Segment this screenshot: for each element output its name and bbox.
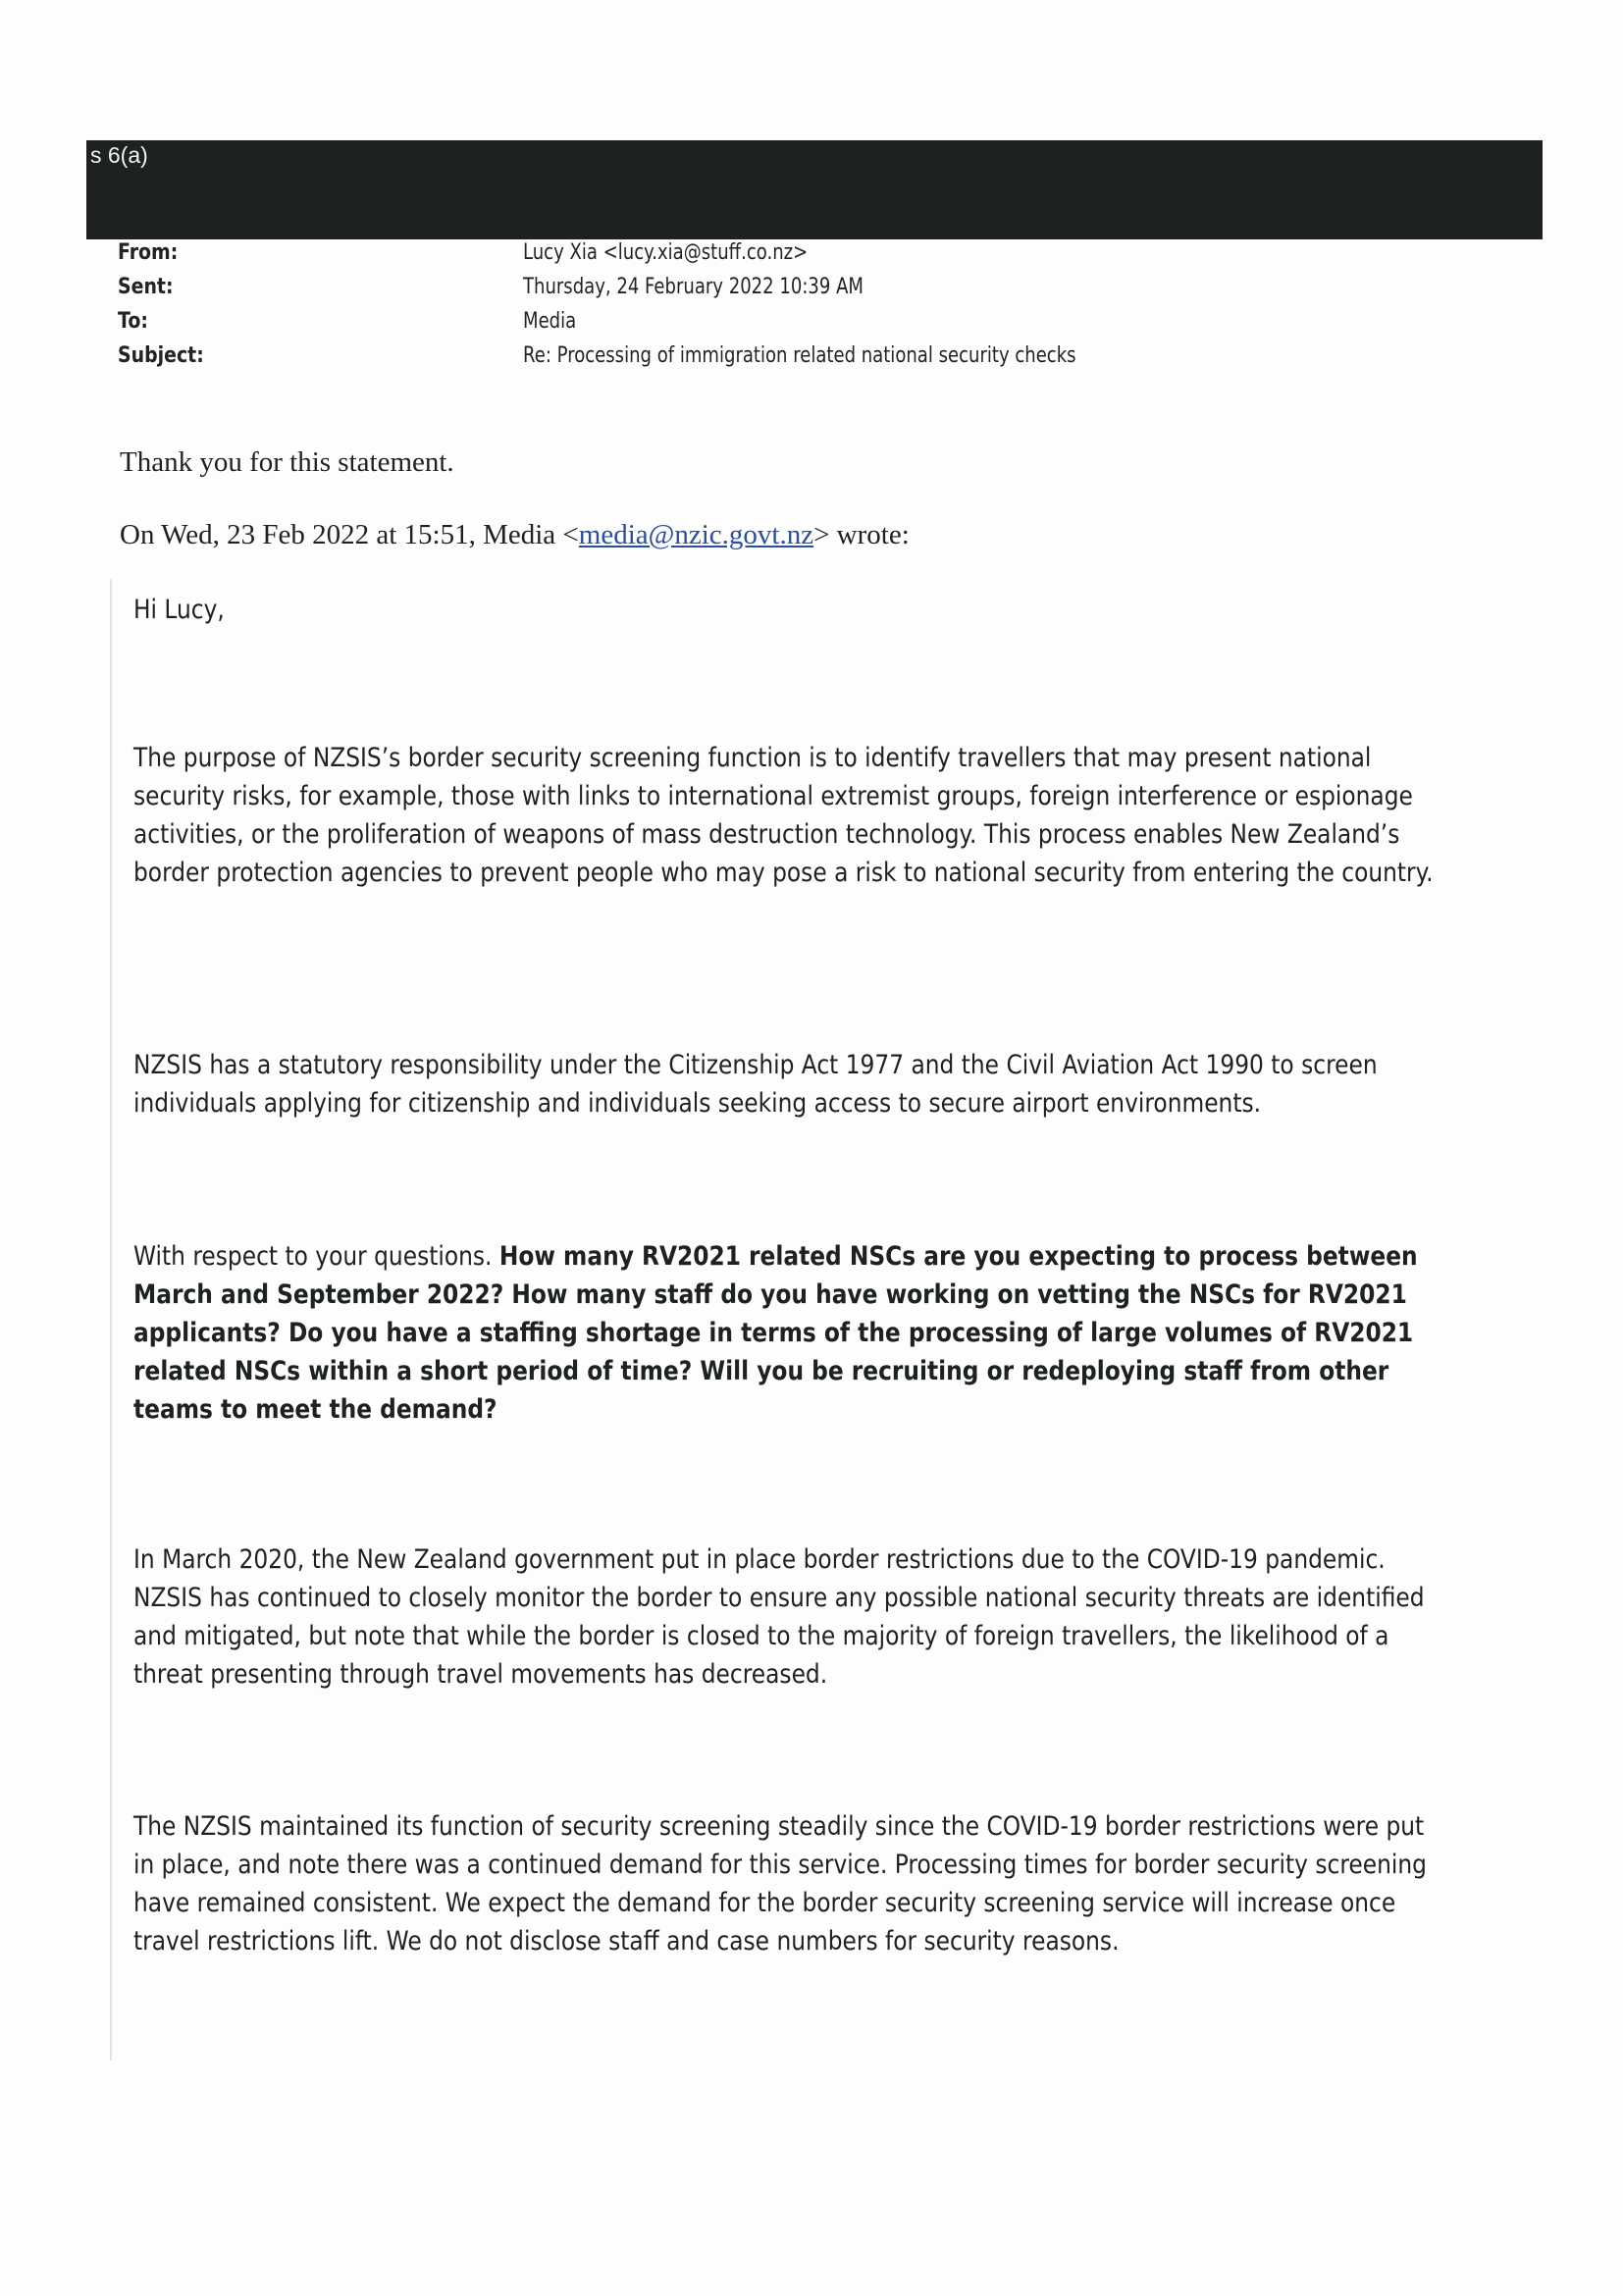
media-email-link[interactable]: media@nzic.govt.nz	[578, 519, 814, 550]
paragraph-covid: In March 2020, the New Zealand government put in place border restrictions due to the COVID-19 pandemic. NZSIS has continued to closely monitor the border to ensure any possible national security threats are identified and mitigated, but note that while the border is closed to the majority of foreign travellers, the likelihood of a threat presenting through travel movements has decreased.	[133, 1544, 1425, 1690]
sent-label: Sent:	[118, 275, 174, 299]
redaction-block	[86, 140, 1543, 239]
paragraph-screening: The NZSIS maintained its function of security screening steadily since the COVID-19 border restrictions were put in place, and note there was a continued demand for this service. Processing times for border security screening have remained consistent. We expect the demand for the border security screening service will increase once travel restrictions lift. We do not disclose staff and case numbers for security reasons.	[133, 1811, 1427, 1957]
redaction-code: s 6(a)	[90, 142, 148, 168]
paragraph-questions	[133, 1237, 1446, 1429]
quote-intro-suffix: > wrote:	[813, 519, 910, 550]
paragraph-purpose: The purpose of NZSIS’s border security screening function is to identify travellers that may present national security risks, for example, those with links to international extremist groups, foreign interference or espionage activities, or the proliferation of weapons of mass destruction technology. This process enables New Zealand’s border protection agencies to prevent people who may pose a risk to national security from entering the country.	[133, 743, 1434, 888]
subject-label: Subject:	[118, 343, 204, 368]
sent-value: Thursday, 24 February 2022 10:39 AM	[523, 275, 864, 299]
from-label: From:	[118, 240, 179, 265]
to-label: To:	[118, 309, 148, 334]
paragraph-statutory: NZSIS has a statutory responsibility under the Citizenship Act 1977 and the Civil Aviation Act 1990 to screen individuals applying for citizenship and individuals seeking access to secure airport environments.	[133, 1050, 1378, 1119]
quote-border	[110, 579, 112, 2061]
questions-bold: How many RV2021 related NSCs are you expecting to process between March and September 2022? How many staff do you have working on vetting the NSCs for RV2021 applicants? Do you have a staffing shortage in terms of the processing of large volumes of RV2021 related NSCs within a short period of time? Will you be recruiting or redeploying staff from other teams to meet the demand?	[133, 1241, 1418, 1425]
quote-intro-prefix: On Wed, 23 Feb 2022 at 15:51, Media <	[120, 519, 579, 550]
quote-intro	[120, 517, 910, 552]
subject-value: Re: Processing of immigration related national security checks	[523, 343, 1076, 368]
from-value: Lucy Xia <lucy.xia@stuff.co.nz>	[523, 240, 809, 265]
questions-intro: With respect to your questions.	[133, 1241, 499, 1272]
greeting: Hi Lucy,	[133, 595, 225, 625]
reply-text: Thank you for this statement.	[120, 446, 454, 478]
to-value: Media	[523, 309, 577, 334]
